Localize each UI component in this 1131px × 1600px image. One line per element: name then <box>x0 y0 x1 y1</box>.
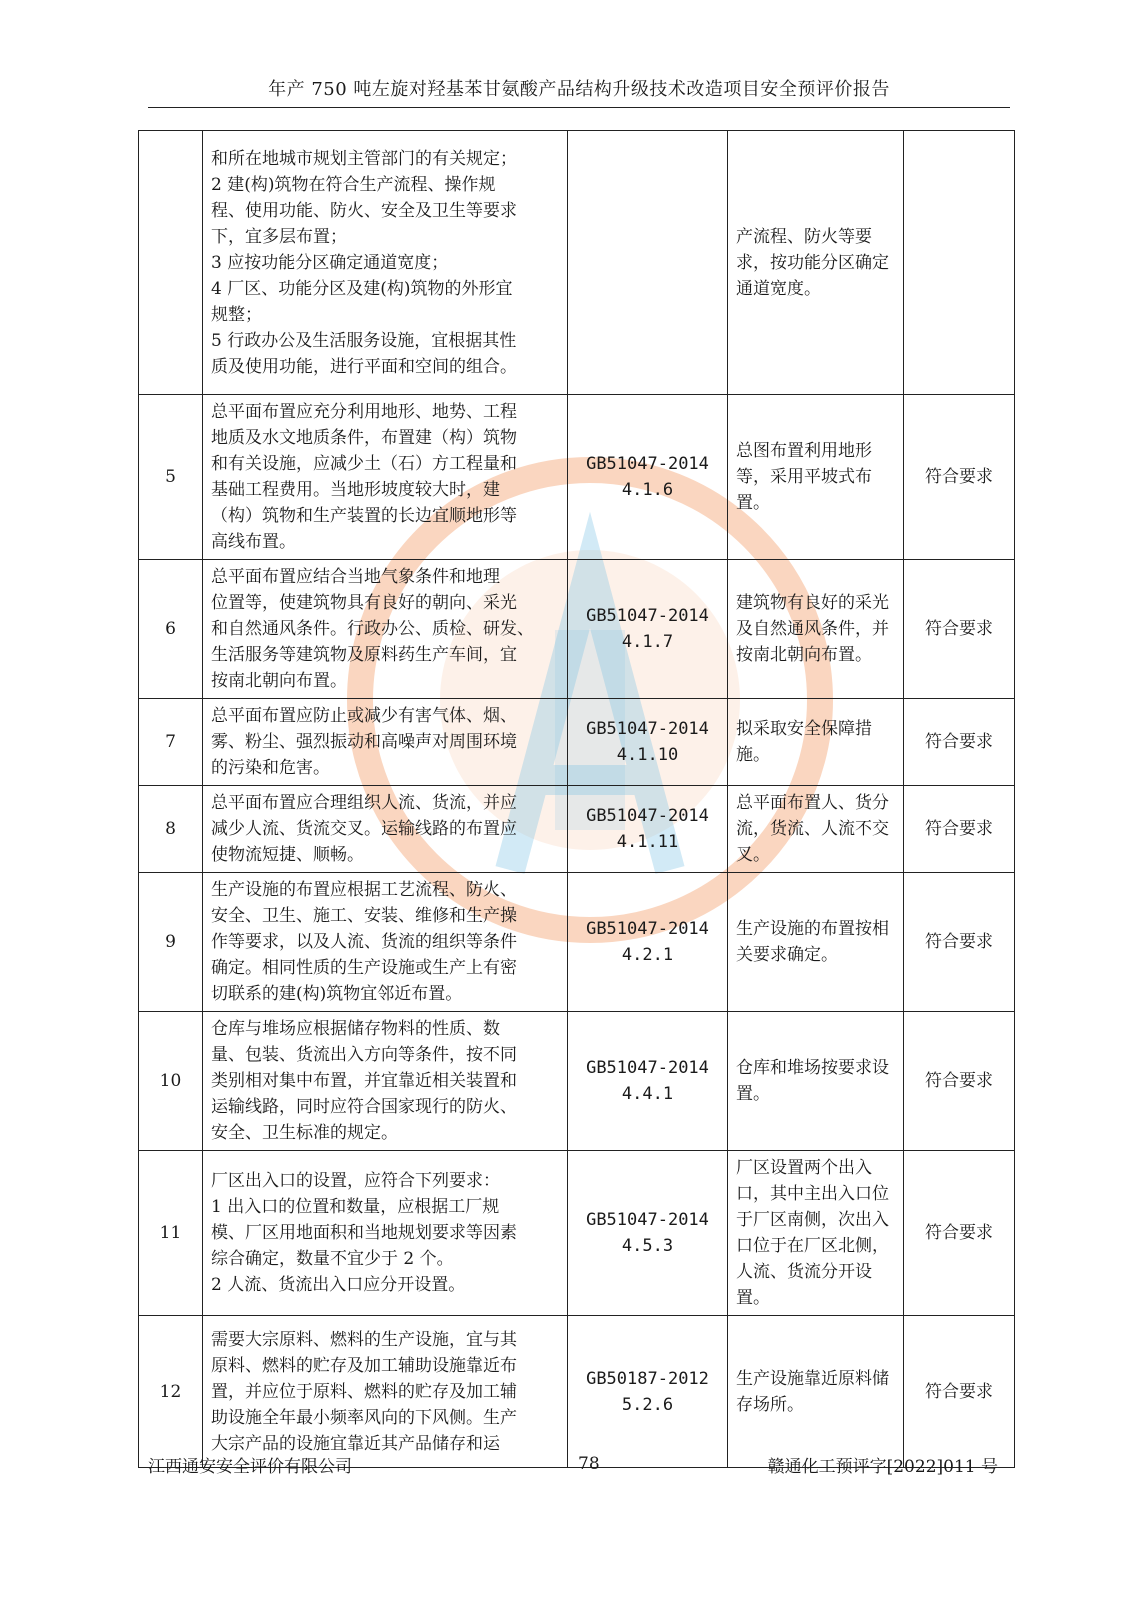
table-row <box>139 131 1015 395</box>
requirement-line: 基础工程费用。当地形坡度较大时，建 <box>211 480 500 500</box>
requirement-line: 模、厂区用地面积和当地规划要求等因素 <box>211 1223 517 1243</box>
requirement-line: 质及使用功能，进行平面和空间的组合。 <box>211 356 517 377</box>
standard-code: GB50187-2012 <box>586 1368 709 1389</box>
requirement-line: 4 厂区、功能分区及建(构)筑物的外形宜 <box>211 278 513 299</box>
actual-condition-cell: 生产设施靠近原料储存场所。 <box>728 1316 904 1468</box>
requirement-line: 规整； <box>211 304 262 325</box>
table-row <box>139 1151 1015 1316</box>
standard-code: GB51047-2014 <box>586 606 709 626</box>
requirement-line: 程、使用功能、防火、安全及卫生等要求 <box>211 200 517 221</box>
requirement-cell <box>203 560 568 699</box>
standard-cell <box>568 873 728 1012</box>
standard-clause: 4.2.1 <box>621 945 674 965</box>
requirement-cell <box>203 873 568 1012</box>
requirement-line: 总平面布置应充分利用地形、地势、工程 <box>211 402 517 422</box>
requirement-line: 按南北朝向布置。 <box>211 671 347 691</box>
requirement-line: 大宗产品的设施宜靠近其产品储存和运 <box>211 1433 500 1454</box>
requirement-line: 安全、卫生标准的规定。 <box>211 1123 398 1143</box>
requirement-line: 高线布置。 <box>211 532 296 552</box>
actual-condition-cell: 生产设施的布置按相关要求确定。 <box>728 873 904 1012</box>
row-number: 8 <box>139 786 203 873</box>
standard-cell <box>568 1012 728 1151</box>
requirement-cell <box>203 1012 568 1151</box>
requirement-line: 下，宜多层布置； <box>211 226 347 247</box>
requirement-line: 2 人流、货流出入口应分开设置。 <box>211 1275 466 1295</box>
requirement-cell <box>203 395 568 560</box>
report-title: 年产 750 吨左旋对羟基苯甘氨酸产品结构升级技术改造项目安全预评价报告 <box>268 79 890 100</box>
requirement-line: 仓库与堆场应根据储存物料的性质、数 <box>211 1019 500 1039</box>
requirement-line: 3 应按功能分区确定通道宽度； <box>211 252 449 273</box>
row-number <box>139 131 203 395</box>
requirement-line: 总平面布置应合理组织人流、货流，并应 <box>211 793 517 813</box>
standard-code: GB51047-2014 <box>586 1210 709 1230</box>
actual-condition-cell: 总平面布置人、货分流，货流、人流不交叉。 <box>728 786 904 873</box>
actual-condition-cell: 总图布置利用地形等，采用平坡式布置。 <box>728 395 904 560</box>
requirement-line: 位置等，使建筑物具有良好的朝向、采光 <box>211 593 517 613</box>
requirement-line: 确定。相同性质的生产设施或生产上有密 <box>211 958 517 978</box>
table-row <box>139 560 1015 699</box>
requirement-line: 1 出入口的位置和数量，应根据工厂规 <box>211 1197 500 1217</box>
header-rule <box>148 107 1010 108</box>
standard-clause: 4.1.7 <box>621 632 674 652</box>
row-number: 6 <box>139 560 203 699</box>
actual-condition-cell: 建筑物有良好的采光及自然通风条件，并按南北朝向布置。 <box>728 560 904 699</box>
requirement-line: 和自然通风条件。行政办公、质检、研发、 <box>211 619 534 639</box>
actual-condition-cell: 厂区设置两个出入口，其中主出入口位于厂区南侧，次出入口位于在厂区北侧，人流、货流分开设置。 <box>728 1151 904 1316</box>
standard-clause: 4.1.10 <box>616 745 679 765</box>
result-cell: 符合要求 <box>904 786 1015 873</box>
table-row <box>139 699 1015 786</box>
result-cell: 符合要求 <box>904 395 1015 560</box>
actual-condition-cell: 仓库和堆场按要求设置。 <box>728 1012 904 1151</box>
requirement-line: 总平面布置应防止或减少有害气体、烟、 <box>211 706 517 726</box>
standard-code: GB51047-2014 <box>586 1058 709 1078</box>
standard-clause: 4.1.11 <box>616 832 679 852</box>
row-number: 9 <box>139 873 203 1012</box>
table-row <box>139 1012 1015 1151</box>
row-number: 10 <box>139 1012 203 1151</box>
result-cell: 符合要求 <box>904 873 1015 1012</box>
footer-company: 江西通安安全评价有限公司 <box>148 1457 352 1477</box>
standard-clause: 5.2.6 <box>621 1394 674 1415</box>
standard-code: GB51047-2014 <box>586 454 709 474</box>
standard-cell <box>568 395 728 560</box>
requirement-line: 切联系的建(构)筑物宜邻近布置。 <box>211 984 463 1004</box>
result-cell: 符合要求 <box>904 699 1015 786</box>
evaluation-table <box>138 130 1015 1468</box>
standard-clause: 4.1.6 <box>621 480 674 500</box>
requirement-line: 原料、燃料的贮存及加工辅助设施靠近布 <box>211 1355 517 1376</box>
requirement-line: 厂区出入口的设置，应符合下列要求： <box>211 1171 500 1191</box>
table-body <box>139 131 1015 1468</box>
requirement-line: 减少人流、货流交叉。运输线路的布置应 <box>211 819 517 839</box>
requirement-line: 作等要求，以及人流、货流的组织等条件 <box>211 932 517 952</box>
result-cell: 符合要求 <box>904 1151 1015 1316</box>
actual-condition-cell: 拟采取安全保障措施。 <box>728 699 904 786</box>
standard-clause: 4.5.3 <box>621 1236 674 1256</box>
document-number: 赣通化工预评字[2022]011 号 <box>767 1457 998 1477</box>
requirement-line: 量、包装、货流出入方向等条件，按不同 <box>211 1045 517 1065</box>
table-row <box>139 395 1015 560</box>
requirement-line: 和所在地城市规划主管部门的有关规定； <box>211 148 517 169</box>
standard-clause: 4.4.1 <box>621 1084 674 1104</box>
requirement-line: 运输线路，同时应符合国家现行的防火、 <box>211 1097 517 1117</box>
requirement-cell <box>203 1151 568 1316</box>
row-number: 5 <box>139 395 203 560</box>
requirement-cell <box>203 131 568 395</box>
result-cell: 符合要求 <box>904 1316 1015 1468</box>
standard-cell <box>568 560 728 699</box>
requirement-line: 类别相对集中布置，并宜靠近相关装置和 <box>211 1071 517 1091</box>
requirement-line: 生活服务等建筑物及原料药生产车间，宜 <box>211 645 517 665</box>
table-row <box>139 786 1015 873</box>
requirement-line: 生产设施的布置应根据工艺流程、防火、 <box>211 880 517 900</box>
requirement-cell <box>203 1316 568 1468</box>
standard-cell <box>568 786 728 873</box>
table-row <box>139 1316 1015 1468</box>
standard-cell <box>568 1151 728 1316</box>
requirement-line: 2 建(构)筑物在符合生产流程、操作规 <box>211 174 496 195</box>
actual-condition-cell: 产流程、防火等要求，按功能分区确定通道宽度。 <box>728 131 904 395</box>
requirement-cell <box>203 786 568 873</box>
requirement-cell <box>203 699 568 786</box>
row-number: 12 <box>139 1316 203 1468</box>
standard-code: GB51047-2014 <box>586 806 709 826</box>
standard-cell <box>568 1316 728 1468</box>
standard-cell <box>568 699 728 786</box>
requirement-line: 助设施全年最小频率风向的下风侧。生产 <box>211 1407 517 1428</box>
result-cell: 符合要求 <box>904 1012 1015 1151</box>
requirement-line: 总平面布置应结合当地气象条件和地理 <box>211 567 500 587</box>
requirement-line: 使物流短捷、顺畅。 <box>211 845 364 865</box>
row-number: 11 <box>139 1151 203 1316</box>
standard-code: GB51047-2014 <box>586 919 709 939</box>
page-footer <box>148 1452 998 1482</box>
requirement-line: 综合确定，数量不宜少于 2 个。 <box>211 1249 454 1269</box>
requirement-line: 安全、卫生、施工、安装、维修和生产操 <box>211 906 517 926</box>
page-number: 78 <box>578 1454 600 1474</box>
requirement-line: 置，并应位于原料、燃料的贮存及加工辅 <box>211 1381 517 1402</box>
requirement-line: 雾、粉尘、强烈振动和高噪声对周围环境 <box>211 732 517 752</box>
table-row <box>139 873 1015 1012</box>
page-header <box>148 78 1010 108</box>
requirement-line: 地质及水文地质条件，布置建（构）筑物 <box>211 428 517 448</box>
requirement-line: 5 行政办公及生活服务设施，宜根据其性 <box>211 330 517 351</box>
requirement-line: 需要大宗原料、燃料的生产设施，宜与其 <box>211 1329 517 1350</box>
requirement-line: （构）筑物和生产装置的长边宜顺地形等 <box>211 506 517 526</box>
requirement-line: 和有关设施，应减少土（石）方工程量和 <box>211 454 517 474</box>
result-cell: 符合要求 <box>904 560 1015 699</box>
standard-cell <box>568 131 728 395</box>
result-cell <box>904 131 1015 395</box>
requirement-line: 的污染和危害。 <box>211 758 330 778</box>
standard-code: GB51047-2014 <box>586 719 709 739</box>
row-number: 7 <box>139 699 203 786</box>
